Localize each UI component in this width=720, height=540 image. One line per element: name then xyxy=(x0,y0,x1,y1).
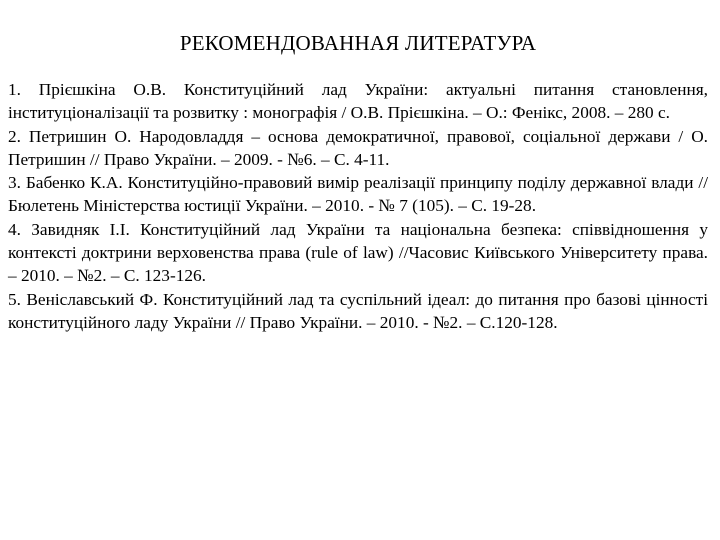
reference-item-2: 2. Петришин О. Народовладдя – основа демократичної, правової, соціальної держави / О. Петришин // Право України. – 2009. - №6. – С. 4-11. xyxy=(8,126,708,169)
reference-item-1: 1. Прієшкіна О.В. Конституційний лад України: актуальні питання становлення, інституціоналізації та розвитку : монографія / О.В. Прієшкіна. – О.: Фенікс, 2008. – 280 с. xyxy=(8,80,708,123)
reference-item-3: 3. Бабенко К.А. Конституційно-правовий вимір реалізації принципу поділу державної влади // Бюлетень Міністерства юстиції України. – 2010. - № 7 (105). – С. 19-28. xyxy=(8,173,708,216)
reference-item-4: 4. Завидняк І.І. Конституційний лад України та національна безпека: співвідношення у контексті доктрини верховенства права (rule of law) //Часовис Київського Університету права. – 2010. – №2. – С. 123-126. xyxy=(8,219,708,286)
reference-item-5: 5. Веніславський Ф. Конституційний лад та суспільний ідеал: до питання про базові цінності конституційного ладу України // Право України. – 2010. - №2. – С.120-128. xyxy=(8,289,708,332)
page-title: РЕКОМЕНДОВАННАЯ ЛИТЕРАТУРА xyxy=(179,31,537,55)
reference-list xyxy=(8,78,708,334)
